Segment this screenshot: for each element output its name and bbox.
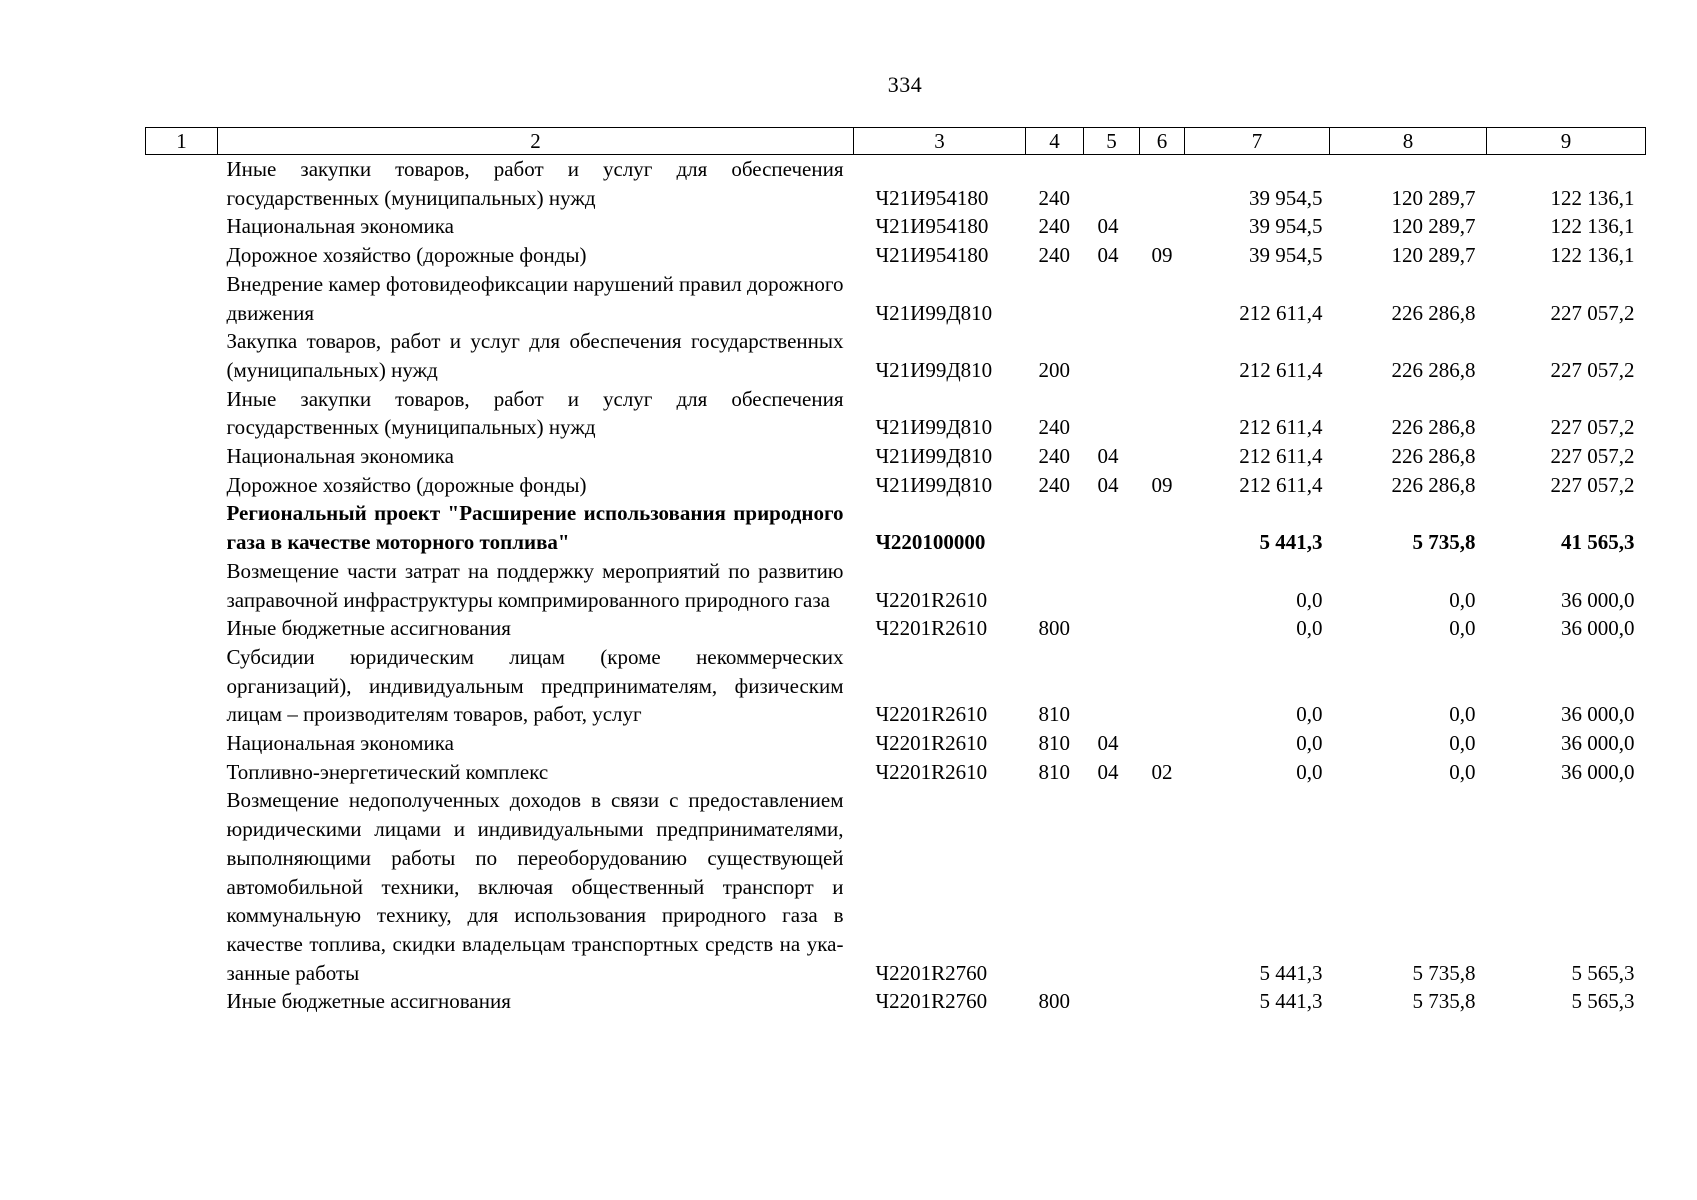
row-empty-cell	[146, 442, 218, 471]
row-amount-col8: 5 735,8	[1412, 530, 1476, 555]
row-section	[1084, 786, 1140, 987]
row-empty-cell	[146, 471, 218, 500]
row-expense-type: 810	[1038, 731, 1070, 756]
row-amount-col8: 226 286,8	[1391, 357, 1476, 382]
row-amount-col8: 0,0	[1449, 731, 1476, 756]
row-name: Иные закупки товаров, работ и услуг для обеспечения государственных (муниципальных) нужд	[226, 386, 844, 440]
header-col-3: 3	[854, 128, 1026, 155]
row-empty-cell	[146, 786, 218, 987]
row-subsection	[1140, 270, 1185, 327]
row-name: Дорожное хозяйство (дорожные фонды)	[226, 472, 587, 497]
row-name: Дорожное хозяйство (дорожные фонды)	[226, 243, 587, 268]
row-code: Ч2201R2610	[875, 759, 988, 784]
table-row	[146, 786, 1646, 987]
row-amount-col9: 36 000,0	[1561, 587, 1635, 612]
row-amount-col9: 122 136,1	[1550, 243, 1635, 268]
row-subsection: 02	[1151, 759, 1173, 784]
row-amount-col8: 0,0	[1449, 759, 1476, 784]
row-code: Ч2201R2760	[875, 960, 988, 985]
row-section: 04	[1097, 243, 1119, 268]
row-expense-type: 240	[1038, 472, 1070, 497]
row-empty-cell	[146, 643, 218, 729]
row-section	[1084, 327, 1140, 384]
header-col-6: 6	[1140, 128, 1185, 155]
row-amount-col8: 120 289,7	[1391, 243, 1476, 268]
row-code: Ч2201R2610	[875, 587, 988, 612]
row-amount-col9: 36 000,0	[1561, 731, 1635, 756]
row-code: Ч21И99Д810	[875, 300, 993, 325]
row-name: Иные бюджетные ассигнования	[226, 616, 511, 641]
row-name: Национальная экономика	[226, 731, 454, 756]
row-amount-col9: 122 136,1	[1550, 214, 1635, 239]
header-col-5: 5	[1084, 128, 1140, 155]
row-code: Ч21И99Д810	[875, 415, 993, 440]
row-expense-type: 800	[1038, 989, 1070, 1014]
row-empty-cell	[146, 385, 218, 442]
row-amount-col7: 212 611,4	[1239, 444, 1323, 469]
row-section	[1084, 155, 1140, 213]
row-amount-col9: 227 057,2	[1550, 415, 1635, 440]
row-expense-type	[1026, 499, 1084, 556]
row-name: Иные закупки товаров, работ и услуг для обеспечения государственных (муниципальных) нужд	[226, 157, 844, 210]
row-amount-col8: 5 735,8	[1412, 960, 1476, 985]
row-empty-cell	[146, 270, 218, 327]
row-name: Иные бюджетные ассигнования	[226, 989, 511, 1014]
row-code: Ч2201R2610	[875, 702, 988, 727]
header-row	[146, 128, 1646, 155]
row-amount-col9: 122 136,1	[1550, 185, 1635, 210]
row-expense-type	[1026, 786, 1084, 987]
table-row	[146, 327, 1646, 384]
row-code: Ч21И954180	[875, 243, 989, 268]
row-amount-col7: 212 611,4	[1239, 357, 1323, 382]
table-row	[146, 155, 1646, 213]
row-code: Ч21И954180	[875, 185, 989, 210]
row-amount-col9: 5 565,3	[1571, 960, 1635, 985]
row-subsection	[1140, 385, 1185, 442]
row-amount-col8: 226 286,8	[1391, 415, 1476, 440]
row-section: 04	[1097, 759, 1119, 784]
row-section	[1084, 614, 1140, 643]
row-subsection	[1140, 786, 1185, 987]
row-section	[1084, 385, 1140, 442]
row-subsection	[1140, 499, 1185, 556]
row-code: Ч2201R2610	[875, 731, 988, 756]
row-empty-cell	[146, 614, 218, 643]
table-row	[146, 557, 1646, 614]
row-empty-cell	[146, 557, 218, 614]
row-section	[1084, 987, 1140, 1016]
row-code: Ч2201R2760	[875, 989, 988, 1014]
row-amount-col7: 0,0	[1296, 702, 1323, 727]
row-expense-type: 200	[1038, 357, 1070, 382]
row-code: Ч21И99Д810	[875, 444, 993, 469]
row-subsection	[1140, 729, 1185, 758]
row-subsection	[1140, 442, 1185, 471]
header-col-4: 4	[1026, 128, 1084, 155]
row-empty-cell	[146, 987, 218, 1016]
header-col-8: 8	[1330, 128, 1487, 155]
row-subsection: 09	[1151, 243, 1173, 268]
row-amount-col8: 226 286,8	[1391, 300, 1476, 325]
row-code: Ч21И99Д810	[875, 357, 993, 382]
table-row	[146, 614, 1646, 643]
row-empty-cell	[146, 241, 218, 270]
row-section	[1084, 643, 1140, 729]
row-amount-col7: 39 954,5	[1249, 214, 1323, 239]
row-amount-col7: 0,0	[1296, 587, 1323, 612]
row-section	[1084, 499, 1140, 556]
row-subsection	[1140, 212, 1185, 241]
row-expense-type: 810	[1038, 759, 1070, 784]
page-number: 334	[887, 72, 923, 97]
row-name: Субсидии юридическим лицам (кроме некоммерческих организаций), индивидуальным предпринимателям, физическим лицам – производителям товаров, работ, услуг	[226, 644, 844, 727]
table-row	[146, 212, 1646, 241]
row-expense-type: 240	[1038, 444, 1070, 469]
table-row	[146, 499, 1646, 556]
table-body	[146, 155, 1646, 1017]
row-empty-cell	[146, 499, 218, 556]
row-expense-type: 240	[1038, 415, 1070, 440]
row-amount-col7: 39 954,5	[1249, 243, 1323, 268]
row-code: Ч21И99Д810	[875, 472, 993, 497]
row-amount-col7: 0,0	[1296, 731, 1323, 756]
row-subsection	[1140, 614, 1185, 643]
row-amount-col8: 120 289,7	[1391, 185, 1476, 210]
row-expense-type: 240	[1038, 243, 1070, 268]
row-amount-col8: 5 735,8	[1412, 989, 1476, 1014]
row-amount-col9: 36 000,0	[1561, 702, 1635, 727]
row-code: Ч21И954180	[875, 214, 989, 239]
row-empty-cell	[146, 212, 218, 241]
row-name: Возмещение части затрат на поддержку мероприятий по развитию заправочной инфраструктуры компримированного природного газа	[226, 558, 844, 612]
row-expense-type: 240	[1038, 185, 1070, 210]
row-section	[1084, 270, 1140, 327]
row-amount-col9: 5 565,3	[1571, 989, 1635, 1014]
row-code: Ч2201R2610	[875, 616, 988, 641]
row-empty-cell	[146, 729, 218, 758]
row-amount-col7: 0,0	[1296, 616, 1323, 641]
row-amount-col7: 5 441,3	[1259, 989, 1323, 1014]
row-amount-col7: 212 611,4	[1239, 415, 1323, 440]
row-section: 04	[1097, 444, 1119, 469]
row-name: Национальная экономика	[226, 214, 454, 239]
row-amount-col8: 0,0	[1449, 702, 1476, 727]
row-empty-cell	[146, 327, 218, 384]
row-amount-col9: 227 057,2	[1550, 357, 1635, 382]
row-amount-col7: 212 611,4	[1239, 300, 1323, 325]
row-amount-col8: 120 289,7	[1391, 214, 1476, 239]
row-amount-col7: 5 441,3	[1259, 960, 1323, 985]
table-row	[146, 241, 1646, 270]
row-section: 04	[1097, 472, 1119, 497]
table-row	[146, 270, 1646, 327]
row-subsection: 09	[1151, 472, 1173, 497]
row-amount-col8: 226 286,8	[1391, 444, 1476, 469]
row-subsection	[1140, 327, 1185, 384]
row-amount-col7: 0,0	[1296, 759, 1323, 784]
row-subsection	[1140, 155, 1185, 213]
header-col-9: 9	[1487, 128, 1646, 155]
row-section	[1084, 557, 1140, 614]
row-name: Региональный проект "Расширение использования природного газа в качестве моторного топлива"	[226, 501, 844, 555]
row-empty-cell	[146, 155, 218, 213]
row-expense-type: 810	[1038, 702, 1070, 727]
table-row	[146, 643, 1646, 729]
row-expense-type: 240	[1038, 214, 1070, 239]
row-amount-col9: 227 057,2	[1550, 444, 1635, 469]
row-section: 04	[1097, 214, 1119, 239]
table-header	[146, 128, 1646, 155]
row-amount-col9: 227 057,2	[1550, 472, 1635, 497]
row-expense-type: 800	[1038, 616, 1070, 641]
row-amount-col7: 212 611,4	[1239, 472, 1323, 497]
row-amount-col9: 36 000,0	[1561, 616, 1635, 641]
table-row	[146, 385, 1646, 442]
table-row	[146, 471, 1646, 500]
row-code: Ч220100000	[875, 530, 986, 555]
row-expense-type	[1026, 557, 1084, 614]
row-subsection	[1140, 557, 1185, 614]
row-subsection	[1140, 987, 1185, 1016]
budget-table	[145, 127, 1646, 1016]
row-amount-col7: 39 954,5	[1249, 185, 1323, 210]
row-subsection	[1140, 643, 1185, 729]
row-amount-col9: 36 000,0	[1561, 759, 1635, 784]
row-amount-col9: 41 565,3	[1561, 530, 1635, 555]
table-row	[146, 729, 1646, 758]
row-name: Национальная экономика	[226, 444, 454, 469]
row-expense-type	[1026, 270, 1084, 327]
row-amount-col9: 227 057,2	[1550, 300, 1635, 325]
row-name: Топливно-энергетический комплекс	[226, 759, 549, 784]
table-row	[146, 442, 1646, 471]
header-col-7: 7	[1185, 128, 1330, 155]
row-name: Возмещение недополученных доходов в связи с предоставлением юридическими лицами и индивидуальными предпринимателями, выполняющими работы по переоборудованию существующей автомобильной техники, включая общественный транспорт и коммунальную технику, для использования природного газа в качестве топлива, скидки владельцам транспортных средств на указанные работы	[226, 788, 844, 985]
table-row	[146, 987, 1646, 1016]
row-section: 04	[1097, 731, 1119, 756]
row-empty-cell	[146, 758, 218, 787]
row-name: Закупка товаров, работ и услуг для обеспечения государственных (муниципальных) нужд	[226, 329, 844, 382]
row-amount-col8: 226 286,8	[1391, 472, 1476, 497]
header-col-2: 2	[218, 128, 854, 155]
table-row	[146, 758, 1646, 787]
header-col-1: 1	[146, 128, 218, 155]
row-name: Внедрение камер фотовидеофиксации нарушений правил дорожного движения	[226, 271, 844, 325]
row-amount-col8: 0,0	[1449, 587, 1476, 612]
row-amount-col8: 0,0	[1449, 616, 1476, 641]
row-amount-col7: 5 441,3	[1259, 530, 1323, 555]
